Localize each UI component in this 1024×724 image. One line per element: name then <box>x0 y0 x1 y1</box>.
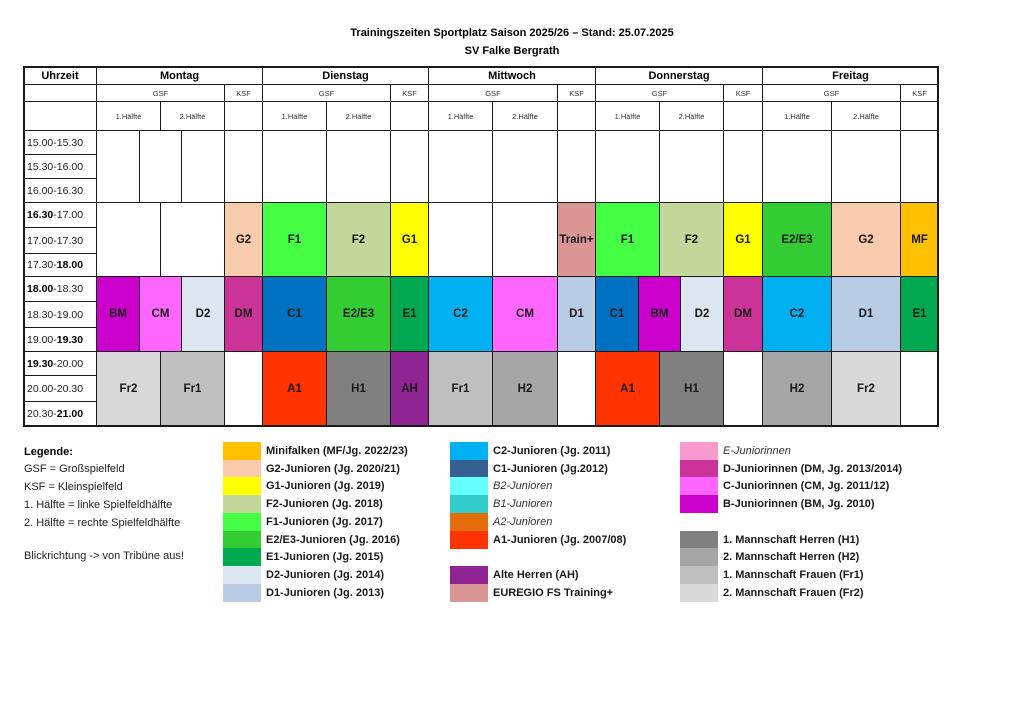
time-slot: 19.00 - 19.30 <box>23 327 97 352</box>
color-swatch <box>450 531 488 549</box>
color-swatch <box>450 584 488 602</box>
half-1-header-montag: 1.Hälfte <box>96 101 161 131</box>
slot-freitag-mf: MF <box>900 202 939 277</box>
slot-montag-fr1: Fr1 <box>160 351 225 427</box>
slot-dienstag-ah: AH <box>390 351 429 427</box>
color-swatch <box>680 477 718 495</box>
color-swatch <box>680 548 718 566</box>
slot-empty <box>96 130 140 203</box>
legend-item-a1 <box>450 531 626 549</box>
color-swatch <box>223 548 261 566</box>
color-swatch <box>223 477 261 495</box>
slot-dienstag-e2-e3: E2/E3 <box>326 276 391 352</box>
color-swatch <box>223 584 261 602</box>
slot-empty <box>326 130 391 203</box>
legend-item-f1 <box>223 513 383 531</box>
gsf-header-mittwoch: GSF <box>428 84 558 102</box>
slot-freitag-h2: H2 <box>762 351 832 427</box>
half-1-header-mittwoch: 1.Hälfte <box>428 101 493 131</box>
legend-note: 1. Hälfte = linke Spielfeldhälfte <box>24 499 173 511</box>
slot-montag-fr2: Fr2 <box>96 351 161 427</box>
slot-dienstag-f1: F1 <box>262 202 327 277</box>
time-slot: 16.00 - 16.30 <box>23 178 97 203</box>
day-header-montag: Montag <box>96 66 263 85</box>
slot-empty <box>224 130 263 203</box>
ksf-blank-freitag <box>900 101 939 131</box>
ksf-blank-donnerstag <box>723 101 763 131</box>
slot-mittwoch-cm: CM <box>492 276 558 352</box>
slot-empty <box>96 202 161 277</box>
slot-empty <box>900 130 939 203</box>
page-title: Trainingszeiten Sportplatz Saison 2025/26 – Stand: 25.07.2025 <box>350 27 674 39</box>
legend-label: F1-Junioren (Jg. 2017) <box>266 515 383 528</box>
slot-donnerstag-c1: C1 <box>595 276 639 352</box>
gsf-header-freitag: GSF <box>762 84 901 102</box>
slot-empty <box>428 202 493 277</box>
half-1-header-donnerstag: 1.Hälfte <box>595 101 660 131</box>
legend-label: C-Juniorinnen (CM, Jg. 2011/12) <box>723 480 890 493</box>
legend-note: GSF = Großspielfeld <box>24 463 125 475</box>
legend-item-d2 <box>223 566 384 584</box>
slot-empty <box>723 130 763 203</box>
color-swatch <box>680 531 718 549</box>
legend-item-em <box>680 442 791 460</box>
slot-empty <box>492 202 558 277</box>
legend-item-mf <box>223 442 408 460</box>
legend-item-train <box>450 584 613 602</box>
legend-heading: Legende: <box>24 446 73 458</box>
slot-montag-g2: G2 <box>224 202 263 277</box>
slot-mittwoch-d1: D1 <box>557 276 596 352</box>
legend-label: A2-Junioren <box>493 515 553 528</box>
slot-freitag-d1: D1 <box>831 276 901 352</box>
slot-empty <box>659 130 724 203</box>
legend-item-h1 <box>680 531 859 549</box>
slot-freitag-c2: C2 <box>762 276 832 352</box>
legend-label: EUREGIO FS Training+ <box>493 586 614 599</box>
slot-donnerstag-g1: G1 <box>723 202 763 277</box>
legend-note: KSF = Kleinspielfeld <box>24 481 123 493</box>
slot-freitag-e1: E1 <box>900 276 939 352</box>
color-swatch <box>450 566 488 584</box>
legend-item-e1 <box>223 548 383 566</box>
slot-empty <box>181 130 225 203</box>
slot-dienstag-f2: F2 <box>326 202 391 277</box>
half-2-header-montag: 2.Hälfte <box>160 101 225 131</box>
legend-label: C2-Junioren (Jg. 2011) <box>493 445 611 457</box>
legend-label: D1-Junioren (Jg. 2013) <box>266 586 384 599</box>
half-2-header-mittwoch: 2.Hälfte <box>492 101 558 131</box>
half-2-header-donnerstag: 2.Hälfte <box>659 101 724 131</box>
time-slot: 20.00 - 20.30 <box>23 375 97 402</box>
slot-empty <box>762 130 832 203</box>
slot-empty <box>900 351 939 427</box>
time-slot: 15.00 - 15.30 <box>23 130 97 155</box>
legend-item-g2 <box>223 460 400 478</box>
legend-label: F2-Junioren (Jg. 2018) <box>266 498 383 511</box>
slot-empty <box>160 202 225 277</box>
slot-donnerstag-h1: H1 <box>659 351 724 427</box>
club-name: SV Falke Bergrath <box>464 45 560 57</box>
time-slot: 19.30 - 20.00 <box>23 351 97 376</box>
legend-item-d1 <box>223 584 384 602</box>
color-swatch <box>680 566 718 584</box>
color-swatch <box>450 442 488 460</box>
slot-donnerstag-bm: BM <box>638 276 681 352</box>
slot-mittwoch-h2: H2 <box>492 351 558 427</box>
gsf-header-donnerstag: GSF <box>595 84 724 102</box>
legend-item-h2 <box>680 548 859 566</box>
legend-label: 1. Mannschaft Frauen (Fr1) <box>723 568 864 581</box>
time-slot: 20.30 - 21.00 <box>23 401 97 427</box>
legend-item-b2 <box>450 477 552 495</box>
legend-item-cm <box>680 477 889 495</box>
slot-freitag-g2: G2 <box>831 202 901 277</box>
slot-montag-bm: BM <box>96 276 140 352</box>
slot-montag-d2: D2 <box>181 276 225 352</box>
legend-note: Blickrichtung -> von Tribüne aus! <box>24 550 184 562</box>
slot-donnerstag-f2: F2 <box>659 202 724 277</box>
time-slot: 16.30 - 17.00 <box>23 202 97 228</box>
time-slot: 18.30 - 19.00 <box>23 301 97 328</box>
half-2-header-dienstag: 2.Hälfte <box>326 101 391 131</box>
half-2-header-freitag: 2.Hälfte <box>831 101 901 131</box>
slot-empty <box>723 351 763 427</box>
header-uhrzeit: Uhrzeit <box>23 66 97 85</box>
slot-empty <box>224 351 263 427</box>
legend-label: B2-Junioren <box>493 480 553 493</box>
legend-item-g1 <box>223 477 385 495</box>
slot-empty <box>492 130 558 203</box>
slot-donnerstag-a1: A1 <box>595 351 660 427</box>
slot-empty <box>557 351 596 427</box>
color-swatch <box>680 442 718 460</box>
legend-note: 2. Hälfte = rechte Spielfeldhälfte <box>24 517 181 529</box>
ksf-header-dienstag: KSF <box>390 84 429 102</box>
gsf-header-montag: GSF <box>96 84 225 102</box>
slot-dienstag-h1: H1 <box>326 351 391 427</box>
slot-mittwoch-train: Train+ <box>557 202 596 277</box>
slot-montag-cm: CM <box>139 276 182 352</box>
header-blank <box>23 101 97 131</box>
legend-item-c1-legend <box>450 460 608 478</box>
time-slot: 18.00 - 18.30 <box>23 276 97 302</box>
slot-empty <box>428 130 493 203</box>
legend-item-dm <box>680 460 902 478</box>
legend-item-ah <box>450 566 579 584</box>
slot-empty <box>831 130 901 203</box>
color-swatch <box>450 477 488 495</box>
color-swatch <box>223 566 261 584</box>
color-swatch <box>223 442 261 460</box>
time-slot: 17.00 - 17.30 <box>23 227 97 254</box>
color-swatch <box>223 460 261 478</box>
legend-label: 2. Mannschaft Herren (H2) <box>723 551 860 564</box>
color-swatch <box>223 531 261 549</box>
time-slot: 15.30 - 16.00 <box>23 154 97 179</box>
legend-item-bm <box>680 495 875 513</box>
legend-label: G2-Junioren (Jg. 2020/21) <box>266 462 400 475</box>
legend-label: E1-Junioren (Jg. 2015) <box>266 551 384 564</box>
slot-empty <box>139 130 182 203</box>
legend-label: G1-Junioren (Jg. 2019) <box>266 480 385 493</box>
slot-donnerstag-dm: DM <box>723 276 763 352</box>
color-swatch <box>450 495 488 513</box>
color-swatch <box>680 460 718 478</box>
ksf-header-montag: KSF <box>224 84 263 102</box>
slot-dienstag-c1: C1 <box>262 276 327 352</box>
slot-donnerstag-f1: F1 <box>595 202 660 277</box>
slot-mittwoch-fr1: Fr1 <box>428 351 493 427</box>
ksf-header-freitag: KSF <box>900 84 939 102</box>
ksf-blank-montag <box>224 101 263 131</box>
day-header-dienstag: Dienstag <box>262 66 429 85</box>
color-swatch <box>680 584 718 602</box>
legend-label: Minifalken (MF/Jg. 2022/23) <box>266 445 408 457</box>
color-swatch <box>450 513 488 531</box>
slot-empty <box>595 130 660 203</box>
slot-dienstag-e1: E1 <box>390 276 429 352</box>
slot-mittwoch-c2: C2 <box>428 276 493 352</box>
color-swatch <box>223 495 261 513</box>
color-swatch <box>223 513 261 531</box>
legend-item-f2 <box>223 495 383 513</box>
color-swatch <box>680 495 718 513</box>
ksf-header-donnerstag: KSF <box>723 84 763 102</box>
slot-empty <box>390 130 429 203</box>
color-swatch <box>450 460 488 478</box>
slot-freitag-fr2: Fr2 <box>831 351 901 427</box>
slot-freitag-e2-e3: E2/E3 <box>762 202 832 277</box>
legend-item-fr1 <box>680 566 864 584</box>
ksf-blank-dienstag <box>390 101 429 131</box>
day-header-freitag: Freitag <box>762 66 939 85</box>
legend-label: D2-Junioren (Jg. 2014) <box>266 568 384 581</box>
time-slot: 17.30 - 18.00 <box>23 253 97 277</box>
legend-label: B-Juniorinnen (BM, Jg. 2010) <box>723 498 875 511</box>
header-blank <box>23 84 97 102</box>
legend-label: B1-Junioren <box>493 498 553 511</box>
slot-montag-dm: DM <box>224 276 263 352</box>
legend-label: 2. Mannschaft Frauen (Fr2) <box>723 586 864 599</box>
legend-label: E2/E3-Junioren (Jg. 2016) <box>266 533 400 546</box>
slot-dienstag-a1: A1 <box>262 351 327 427</box>
ksf-header-mittwoch: KSF <box>557 84 596 102</box>
legend-item-c2 <box>450 442 610 460</box>
legend-label: Alte Herren (AH) <box>493 568 579 581</box>
legend-label: D-Juniorinnen (DM, Jg. 2013/2014) <box>723 462 903 475</box>
slot-dienstag-g1: G1 <box>390 202 429 277</box>
legend-item-fr2 <box>680 584 864 602</box>
legend-item-b1 <box>450 495 552 513</box>
legend-label: E-Juniorinnen <box>723 445 791 457</box>
legend-item-e2-e3 <box>223 531 400 549</box>
slot-donnerstag-d2: D2 <box>680 276 724 352</box>
half-1-header-freitag: 1.Hälfte <box>762 101 832 131</box>
day-header-mittwoch: Mittwoch <box>428 66 596 85</box>
gsf-header-dienstag: GSF <box>262 84 391 102</box>
legend-label: C1-Junioren (Jg.2012) <box>493 462 608 475</box>
ksf-blank-mittwoch <box>557 101 596 131</box>
day-header-donnerstag: Donnerstag <box>595 66 763 85</box>
legend-item-a2 <box>450 513 552 531</box>
legend-label: 1. Mannschaft Herren (H1) <box>723 533 860 546</box>
legend-label: A1-Junioren (Jg. 2007/08) <box>493 533 627 546</box>
slot-empty <box>557 130 596 203</box>
half-1-header-dienstag: 1.Hälfte <box>262 101 327 131</box>
slot-empty <box>262 130 327 203</box>
